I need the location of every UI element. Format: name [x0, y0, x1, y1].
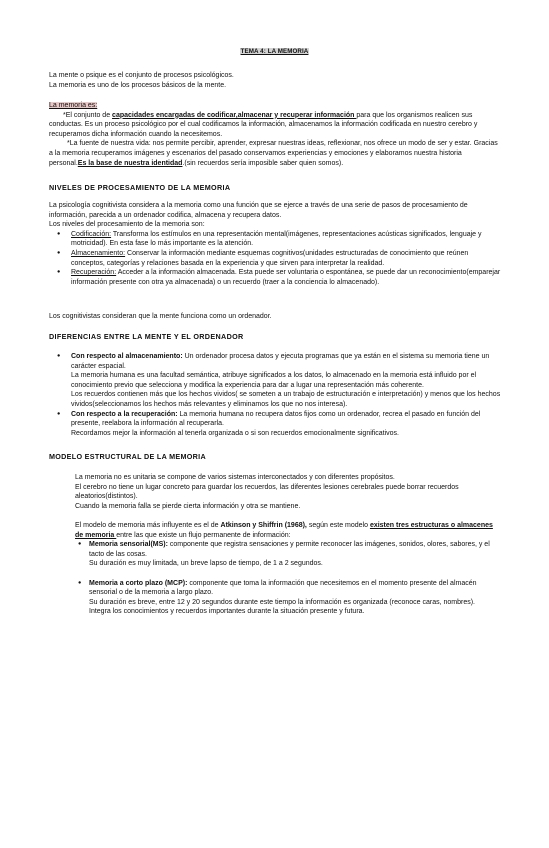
modelo-heading-block — [49, 452, 501, 462]
text-span: según este modelo — [306, 521, 370, 529]
list-item-text: Un ordenador procesa datos y ejecuta programas que ya están en el sistema su memoria tiene un carácter espacial. — [71, 353, 490, 370]
memoria-es-block — [49, 101, 501, 168]
list-item-text: Transforma los estímulos en una representación mental(imágenes, representaciones acústicas significados, lenguaje y motricidad). En esta fase lo más importante es la atención. — [71, 230, 482, 248]
text-span: entre las que existe un flujo permanente de información: — [116, 531, 291, 539]
modelo-paragraph-2: El cerebro no tiene un lugar concreto para guardar los recuerdos, las diferentes lesiones cerebrales puede borrar recuerdos aleatorios(distintos). — [75, 483, 459, 501]
list-item-text: componente que registra sensaciones y permite reconocer las imágenes, sonidos, olores, sabores, y el tacto de las cosas. — [89, 541, 490, 558]
memoria-es-paragraph-1 — [49, 111, 501, 140]
niveles-heading: NIVELES DE PROCESAMIENTO DE LA MEMORIA — [49, 183, 231, 192]
text-span: *La fuente de nuestra vida: nos permite percibir, aprender, expresar nuestras ideas, reflexionar, nos ofrece un modo de ser y estar. Gracias a la memoria recuperamos imágenes y escenarios del pasado conservamos experiencias y emociones y elaboramos nuestra historia personal. — [49, 140, 498, 167]
modelo-block — [49, 473, 501, 617]
list-item — [49, 268, 501, 287]
title-text: TEMA 4: LA MEMORIA — [240, 48, 309, 55]
modelo-paragraph-4 — [75, 521, 501, 540]
niveles-block — [49, 201, 501, 287]
memoria-tipos-list — [75, 540, 501, 617]
memoria-es-paragraph-2 — [49, 139, 501, 168]
list-item-text: Integra los conocimientos y recuerdos importantes durante la situación presente y futura. — [89, 608, 365, 616]
memoria-es-label: La memoria es: — [49, 102, 98, 109]
diferencias-heading-block — [49, 332, 501, 342]
list-item — [75, 540, 501, 569]
emphasis-text: existen tres estructuras o almacenes de memoria — [75, 521, 493, 539]
list-item — [49, 410, 501, 439]
niveles-paragraph-1: La psicología cognitivista considera a la memoria como una función que se ejerce a través de una serie de pasos de procesamiento de información, parecida a un ordenador codifica, almacena y recupera datos. — [49, 202, 468, 219]
niveles-closing: Los cognitivistas consideran que la mente funciona como un ordenador. — [49, 313, 272, 320]
niveles-list — [49, 230, 501, 288]
text-span: *El conjunto de — [63, 111, 113, 119]
list-item-term: Almacenamiento: — [71, 249, 126, 257]
emphasis-text: Atkinson y Shiffrin (1968), — [220, 521, 307, 529]
document-title — [0, 48, 549, 55]
list-item — [75, 579, 501, 617]
list-item-text: Su duración es muy limitada, un breve lapso de tiempo, de 1 a 2 segundos. — [89, 560, 323, 568]
list-item-term: Con respecto a la recuperación: — [71, 410, 178, 418]
intro-line-2: La memoria es uno de los procesos básicos de la mente. — [49, 81, 227, 89]
list-item-text: Los recuerdos contienen más que los hechos vividos( se someten a un trabajo de estructuración e interpretación) y menos que los hechos vividos(seleccionamos los hechos más relevantes y eliminamos los que no nos interesa). — [71, 391, 501, 408]
diferencias-block — [49, 352, 501, 438]
modelo-paragraph-1: La memoria no es unitaria se compone de varios sistemas interconectados y con diferentes propósitos. — [75, 474, 395, 481]
list-item-text: Recordamos mejor la información al tenerla organizada o si son recuerdos emocionalmente significativos. — [71, 429, 399, 437]
list-item-term: Recuperación: — [71, 269, 117, 277]
list-item — [49, 352, 501, 410]
list-item-text: Acceder a la información almacenada. Esta puede ser voluntaria o espontánea, se puede dar un reconocimiento(emparejar información presente con otra ya almacenada) o un recuerdo (traer a la conciencia lo almacenado). — [71, 269, 501, 286]
diferencias-list — [49, 352, 501, 438]
list-item — [49, 230, 501, 249]
diferencias-heading: DIFERENCIAS ENTRE LA MENTE Y EL ORDENADOR — [49, 332, 244, 341]
text-span: para que los organismos realicen sus conductas. Es un proceso psicológico por el cual codificamos la información, almacenamos la información codificada en nuestro cerebro y recuperamos dicha información cuando la necesitemos. — [49, 111, 478, 138]
intro-block — [49, 71, 501, 90]
list-item-term: Memoria sensorial(MS): — [89, 541, 168, 549]
list-item-text: Su duración es breve, entre 12 y 20 segundos durante este tiempo la información es organizada (reconoce caras, nombres). — [89, 598, 475, 606]
text-span: El modelo de memoria más influyente es el de — [75, 521, 221, 529]
list-item-term: Con respecto al almacenamiento: — [71, 353, 183, 360]
niveles-paragraph-2: Los niveles del procesamiento de la memoria son: — [49, 221, 205, 229]
list-item-text: La memoria humana es una facultad semántica, atribuye significados a los datos, lo almacenado en la memoria está influido por el conocimiento previo que selecciona y modifica la experiencia para dar a lugar una representación más coherente. — [71, 372, 477, 389]
niveles-closing-block — [49, 312, 501, 322]
list-item — [49, 249, 501, 268]
list-item-text: Conservar la información mediante esquemas cognitivos(unidades estructuradas de conocimiento que reúnen conceptos, categorías y relaciones basada en la experiencia y que sirven para interpretar la realidad. — [71, 249, 469, 267]
niveles-heading-block — [49, 183, 501, 193]
list-item-text: La memoria humana no recupera datos fijos como un ordenador, recrea el pasado en función del presente, reelabora la información al recuperarla. — [71, 410, 481, 428]
intro-line-1: La mente o psique es el conjunto de procesos psicológicos. — [49, 72, 234, 79]
emphasis-text: Es la base de nuestra identidad — [77, 159, 183, 167]
list-item-term: Codificación: — [71, 230, 112, 238]
emphasis-text: capacidades encargadas de codificar,almacenar y recuperar información — [112, 111, 357, 119]
list-item-term: Memoria a corto plazo (MCP): — [89, 579, 188, 587]
modelo-paragraph-3: Cuando la memoria falla se pierde cierta información y otra se mantiene. — [75, 502, 301, 510]
modelo-heading: MODELO ESTRUCTURAL DE LA MEMORIA — [49, 452, 206, 461]
text-span: .(sin recuerdos sería imposible saber quien somos). — [182, 159, 344, 167]
list-item-text: componente que toma la información que necesitemos en el momento presente del almacén sensorial o de la memoria a largo plazo. — [89, 579, 477, 597]
